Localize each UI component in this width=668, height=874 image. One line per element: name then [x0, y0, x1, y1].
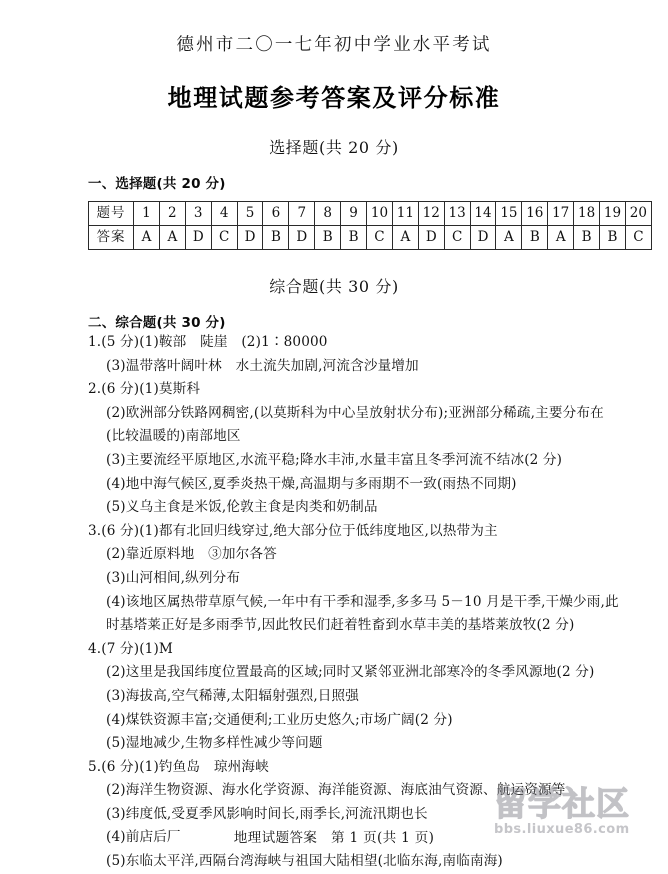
- table-cell: 2: [159, 202, 185, 226]
- answer-line: 4.(7 分)(1)M: [88, 640, 173, 657]
- table-cell: 6: [263, 202, 289, 226]
- table-cell: 13: [444, 202, 470, 226]
- table-cell: 14: [470, 202, 496, 226]
- table-cell: 7: [289, 202, 315, 226]
- row-header-answer: 答案: [89, 226, 134, 250]
- table-cell: C: [211, 226, 237, 250]
- table-cell: B: [341, 226, 367, 250]
- answer-line: (3)主要流经平原地区,水流平稳;降水丰沛,水量丰富且冬季河流不结冰(2 分): [106, 451, 563, 468]
- table-cell: 8: [315, 202, 341, 226]
- table-cell: C: [367, 226, 393, 250]
- answer-line: (3)海拔高,空气稀薄,太阳辐射强烈,日照强: [106, 687, 360, 704]
- table-cell: C: [625, 226, 651, 250]
- table-cell: B: [522, 226, 548, 250]
- answer-line: (5)义乌主食是米饭,伦敦主食是肉类和奶制品: [106, 499, 378, 516]
- exam-header: 德州市二〇一七年初中学业水平考试: [176, 35, 492, 55]
- spacer: [0, 192, 668, 201]
- page-footer: 地理试题答案 第 1 页(共 1 页): [233, 830, 435, 846]
- table-cell: B: [263, 226, 289, 250]
- table-cell: A: [496, 226, 522, 250]
- table-cell: 3: [185, 202, 211, 226]
- answer-line: (比较温暖的)南部地区: [106, 428, 241, 445]
- table-cell: B: [600, 226, 626, 250]
- table-cell: B: [315, 226, 341, 250]
- answer-line: (4)煤铁资源丰富;交通便利;工业历史悠久;市场广阔(2 分): [106, 711, 453, 728]
- answer-line: (4)地中海气候区,夏季炎热干燥,高温期与多雨期不一致(雨热不同期): [106, 475, 517, 492]
- choice-section-title: 选择题(共 20 分): [269, 138, 399, 157]
- spacer: [0, 158, 668, 172]
- answer-table-wrap: [0, 201, 668, 250]
- answer-line: (5)东临太平洋,西隔台湾海峡与祖国大陆相望(北临东海,南临南海): [106, 853, 503, 870]
- table-cell: C: [444, 226, 470, 250]
- table-cell: 5: [237, 202, 263, 226]
- table-row-answers: [89, 226, 652, 250]
- table-cell: D: [418, 226, 444, 250]
- table-cell: D: [185, 226, 211, 250]
- comprehensive-section-title: 综合题(共 30 分): [269, 277, 399, 296]
- answer-line: 3.(6 分)(1)都有北回归线穿过,绝大部分位于低纬度地区,以热带为主: [88, 522, 498, 539]
- table-cell: 19: [600, 202, 626, 226]
- answer-line: (5)湿地减少,生物多样性减少等问题: [106, 735, 323, 752]
- table-cell: A: [392, 226, 418, 250]
- table-cell: D: [237, 226, 263, 250]
- table-cell: D: [470, 226, 496, 250]
- answer-line: 5.(6 分)(1)钓鱼岛 琼州海峡: [88, 758, 269, 775]
- choice-section-heading-wrap: [0, 172, 668, 192]
- answer-line: (2)海洋生物资源、海水化学资源、海洋能资源、海底油气资源、航运资源等: [106, 782, 566, 799]
- answer-line: (3)温带落叶阔叶林 水土流失加剧,河流含沙量增加: [106, 357, 419, 374]
- table-cell: A: [159, 226, 185, 250]
- comprehensive-section-heading-wrap: [0, 311, 668, 331]
- row-header-number: 题号: [89, 202, 134, 226]
- table-cell: 17: [548, 202, 574, 226]
- table-cell: 1: [134, 202, 160, 226]
- answer-line: (2)这里是我国纬度位置最高的区域;同时又紧邻亚洲北部寒冷的冬季风源地(2 分): [106, 664, 595, 681]
- page-title: 地理试题参考答案及评分标准: [167, 84, 501, 112]
- table-cell: 18: [574, 202, 600, 226]
- answer-line: (3)纬度低,受夏季风影响时间长,雨季长,河流汛期也长: [106, 805, 428, 822]
- watermark-url: bbs.liuxue86.com: [494, 822, 630, 837]
- answer-line: (3)山河相间,纵列分布: [106, 569, 241, 586]
- table-cell: 4: [211, 202, 237, 226]
- answer-line: 时基塔莱正好是多雨季节,因此牧民们赶着牲畜到水草丰美的基塔莱放牧(2 分): [106, 617, 575, 634]
- table-cell: 11: [392, 202, 418, 226]
- answer-line: (2)欧洲部分铁路网稠密,(以莫斯科为中心呈放射状分布);亚洲部分稀疏,主要分布在: [106, 404, 604, 421]
- table-cell: A: [134, 226, 160, 250]
- comprehensive-answers-body: [0, 331, 668, 874]
- comprehensive-sub-heading: 二、综合题(共 30 分): [88, 315, 226, 331]
- table-cell: 20: [625, 202, 651, 226]
- table-row-numbers: [89, 202, 652, 226]
- answer-line: (4)该地区属热带草原气候,一年中有干季和湿季,多多马 5－10 月是干季,干燥少雨,此: [106, 593, 619, 610]
- answer-line: (2)靠近原料地 ③加尔各答: [106, 546, 277, 563]
- answer-line: 2.(6 分)(1)莫斯科: [88, 381, 201, 398]
- choice-sub-heading: 一、选择题(共 20 分): [88, 176, 226, 192]
- table-cell: A: [548, 226, 574, 250]
- table-cell: D: [289, 226, 315, 250]
- table-cell: 15: [496, 202, 522, 226]
- table-cell: 9: [341, 202, 367, 226]
- table-cell: 16: [522, 202, 548, 226]
- answer-table: [88, 201, 652, 250]
- answer-line: (4)前店后厂: [106, 829, 181, 846]
- answer-line: 1.(5 分)(1)鞍部 陡崖 (2)1∶80000: [88, 334, 328, 350]
- table-cell: B: [574, 226, 600, 250]
- table-cell: 10: [367, 202, 393, 226]
- spacer: [0, 250, 668, 274]
- table-cell: 12: [418, 202, 444, 226]
- watermark-brand: 留学社区: [494, 784, 630, 823]
- spacer: [0, 297, 668, 311]
